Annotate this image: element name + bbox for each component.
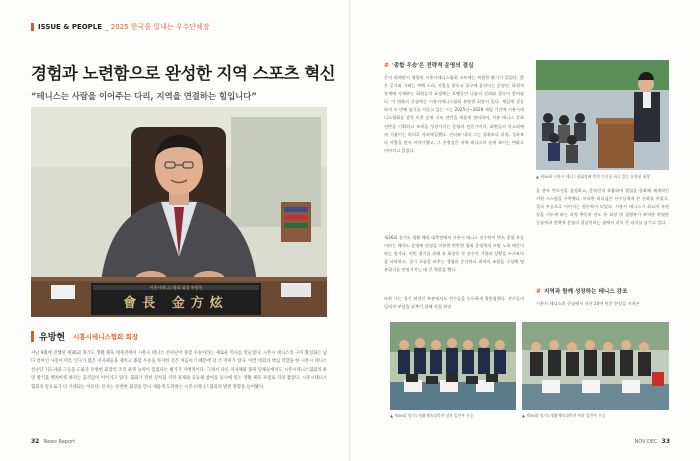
body-column-2a: 을 찾아 컨디션을 점검하고, 운영진과 호흡하며 협업을 강화해 체계적인 지원 시스템을 구축했다. 이러한 리더십은 선수들에게 큰 신뢰를 주었고, 결국 우승으로 이어지는 원동력이 되었다. 시흥시 테니스가 최고의 자원 상을 거두게 하는 과정 추동의 선도 유 회장 및 집행부가 보여준 탁월한 동솔력과 전략적 운영의 결실이라는 점에서 더욱 큰 의미를 남기고 있다. (536, 188, 669, 226)
body-column-1a: 문지 위에맞이 영광된 시흥시테니스협회 코트에는 특별한 활기가 있었다. 밝은 공기와 가려는 여백 소리, 사람을 맞두고 즐구에 움직이는 운영진. 하위적 통계에 자세하는 회원들의 표정에는 오랫동안 나름의 신뢰와 결속이 묻어났다. 이 변화의 중심에는 시흥시테니스협회 유방현 회장이 있다. 제일에 성공하며 두 번째 임기를 이끌고 있는 그는 2025년~2028 재임 기간에 시흥시테니스협회를 맡은 이후 운영 구조 전반을 새롭게 정비하며, 시흥 테니스 문화 전반을 기획하고 조직을 성장시키는 운영의 전문가이자, 회원들의 목소리에 귀 기울이는 리더로 자리매김했다. 인터뷰 내내 그는 성취보다 과정, 성과보다 사람을 먼저 이야기했고, 그 진정성은 지역 테니스의 눈에 보이는 변화로 이어지고 있었다. (384, 75, 524, 153)
section-heading-text: '종합 우승'은 전략적 운영의 결실 (392, 63, 474, 69)
lead-paragraph: 지난 9월에 진행된 제36회 경기도 생활 체육 대축전에서 시흥시 테니스 선수단이 종합 우승이라는 새로운 역사를 만들었다. 시흥시 테니스의 구미 활성화는 남다 얼마인 사실이지만, 인구가 많은 지자체들을 제치고 종합 우승을 차지한 것은 처음이기 때문에 더 큰 의미가 있다. 이번 대회의 핵심 역할을 한 시흥시 테니스 선수단 지도자와 그들을 도와준 유방현 회장의 조직 운영 능력이 있었다는 평가가 지배적이다. 그래서 다른 지자체와 종목 단체들에서도 시흥시테니스협회의 운영 방식을 벤치마킹 하려는 움직임이 이어지고 있다. 협회가 전한 것처럼 지역 경제와 공동체 참여를 동시에 잇는 생활 체육 모델로 자리 잡았다. 시흥시테니스협회의 앞으로가 더 기대되는 이유다. 본지는 유방현 회장을 만나 새롭게 도약하는 시흥시테니스협회의 발전 방향을 들어봤다. (31, 351, 327, 390)
article-subtitle: “테니스는 사람을 이어주는 다리, 지역을 연결하는 힘입니다” (31, 91, 257, 101)
section-heading-1 (384, 61, 474, 69)
speech-photo (536, 60, 669, 170)
person-name: 유방현 (39, 333, 66, 343)
footer-right (635, 438, 670, 445)
photo-caption-1: ▲ 제36회 시흥시 테니스협회장배 축전 인사를 하고 있는 유방현 회장 (536, 174, 650, 179)
portrait-photo (31, 107, 327, 317)
person-caption (31, 330, 138, 343)
photo-caption-3: ▲ 제36회 경기도생활체육대축전 여자 일반부 우승 (522, 413, 606, 418)
accent-bar (31, 331, 34, 342)
page-number-left: 32 (31, 438, 40, 445)
desk-plate-text: 會長 金方炫 (123, 296, 229, 311)
body-column-1c: 또한 그는 경기 외적인 부분에서도 선수들을 든든하게 뒷받침했다. 선수들의 일리적 부담을 낮추기 위해 직접 현장 (384, 296, 524, 310)
issue-label: NOV·DEC (634, 438, 658, 445)
section-header (31, 22, 210, 32)
accent-bar (31, 23, 34, 31)
article-title: 경험과 노련함으로 완성한 지역 스포츠 혁신 (31, 64, 336, 83)
page-number-right: 33 (661, 438, 670, 445)
photo-caption-2: ▲ 제36회 경기도생활체육대축전 남자 일반부 우승 (390, 413, 474, 418)
sharp-icon: # (384, 61, 390, 69)
desk-plate-small-text: 시흥시테니스협회 회장 유방현 (149, 285, 203, 290)
page-fold (349, 0, 351, 461)
team-photo-women (522, 322, 669, 410)
section-heading-2 (536, 287, 627, 295)
subsection-label: _ 2025 한국을 빛내는 우수단체장 (105, 23, 210, 31)
section-label: ISSUE & PEOPLE (38, 23, 103, 31)
publication-label: News Report (43, 438, 76, 445)
person-role: 시흥시테니스협회 회장 (73, 333, 139, 341)
section-heading-text: 지역과 함께 성장하는 테니스 강조 (544, 289, 628, 295)
sharp-icon: # (536, 287, 542, 295)
team-photo-men (390, 322, 516, 410)
footer-left (31, 438, 75, 445)
body-column-2b: 시흥시 테니스의 중심에서 지난 20여 년간 현장을 지켜온 (536, 301, 640, 306)
body-column-1b: 제36회 경기도 생활 체육 대축전에서 시흥시 테니스 선수단이 반드 종합 우승이라는 쾌거도 운영에 헌정을 이룬한 탄탄한 협회 운영력의 모범 노력 때문이라는 평가다. 이번 경기를 위해 유 회장은 각 선수의 기량과 상황을 누구보다 잘 파악하고, 경기 흐름을 바꾸는 경험과 순간마다 최적의 조합을 구성해 팀 분위기를 안정시키는 데 큰 역할을 했다. (384, 235, 524, 273)
